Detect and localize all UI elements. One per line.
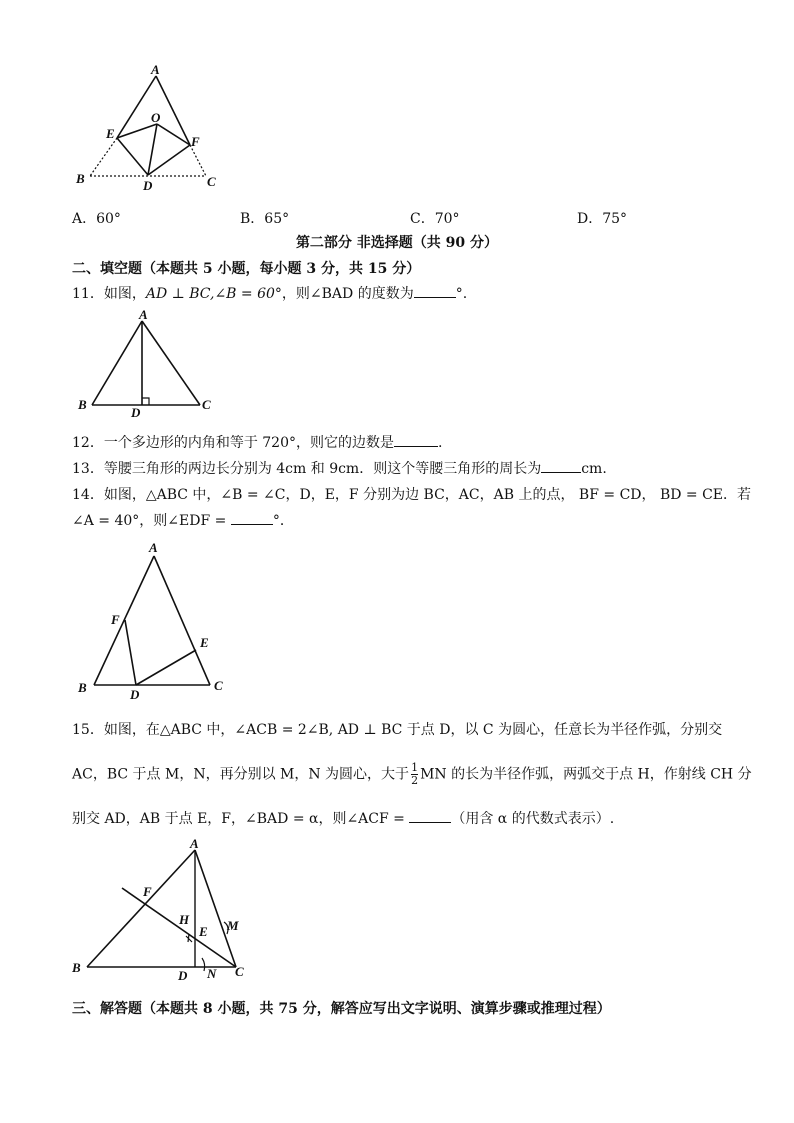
triangle-figure-14 [72,538,242,700]
option-b: B．65° [240,211,290,227]
point-label-f: F [111,612,120,627]
point-label-c: C [202,397,211,412]
q14-answer-blank[interactable] [231,524,273,525]
section2-title: 二、填空题（本题共 5 小题，每小题 3 分，共 15 分） [72,261,421,277]
question-14-line1: 14．如图，△ABC 中，∠B = ∠C，D，E，F 分别为边 BC，AC，AB 上的点， BF = CD， BD = CE．若 [72,487,752,503]
q14-line2-prefix: ∠A = 40°，则∠EDF = [72,513,231,529]
q15-line3-prefix: 别交 AD，AB 于点 E，F，∠BAD = α，则∠ACF = [72,811,410,827]
q15-line2-suffix: MN 的长为半径作弧，两弧交于点 H，作射线 CH 分 [420,766,752,783]
point-label-m: M [227,918,239,933]
point-label-f: F [143,884,152,899]
q13-answer-blank[interactable] [541,472,581,473]
point-label-c: C [235,964,244,979]
option-d: D．75° [577,211,628,227]
option-c: C．70° [410,211,460,227]
q14-line2-suffix: °． [272,513,294,529]
triangle-figure-top [70,62,230,197]
point-label-e: E [106,126,115,141]
triangle-figure-15 [72,838,262,986]
q13-prefix: 13．等腰三角形的两边长分别为 4cm 和 9cm．则这个等腰三角形的周长为 [72,461,542,477]
point-label-o: O [151,110,161,125]
q15-line2-prefix: AC，BC 于点 M，N，再分别以 M，N 为圆心，大于 [72,766,410,783]
question-11 [72,285,467,303]
point-label-e: E [200,635,209,650]
fraction-one-half [411,762,418,787]
point-label-n: N [207,966,217,981]
question-12 [72,434,442,452]
question-15-line1: 15．如图，在△ABC 中，∠ACB = 2∠B, AD ⊥ BC 于点 D，以 C 为圆心，任意长为半径作弧，分别交 [72,722,723,738]
q11-math: AD ⊥ BC,∠B = 60° [145,286,282,302]
point-label-a: A [139,307,148,322]
part2-title: 第二部分 非选择题（共 90 分） [295,235,499,251]
point-label-d: D [131,405,141,420]
q11-answer-blank[interactable] [414,297,456,298]
point-label-b: B [76,171,85,186]
point-label-f: F [191,134,200,149]
point-label-c: C [207,174,216,189]
q15-answer-blank[interactable] [409,822,451,823]
section3-title: 三、解答题（本题共 8 小题，共 75 分，解答应写出文字说明、演算步骤或推理过程） [72,1001,611,1017]
question-15-line3 [72,810,614,828]
point-label-a: A [149,540,158,555]
point-label-h: H [179,912,190,927]
fraction-denominator: 2 [411,774,419,787]
point-label-b: B [78,397,87,412]
q12-answer-blank[interactable] [394,446,438,447]
point-label-e: E [199,924,208,939]
q15-line3-suffix: （用含 α 的代数式表示）. [451,811,615,827]
point-label-d: D [178,968,188,983]
q13-suffix: cm. [581,461,607,477]
point-label-d: D [143,178,153,193]
q11-prefix: 11．如图， [72,286,146,302]
question-15-line2 [72,762,752,787]
question-13 [72,460,607,478]
point-label-d: D [130,687,140,700]
question-14-line2 [72,512,294,530]
point-label-b: B [78,680,87,695]
q12-suffix: . [438,435,443,451]
point-label-c: C [214,678,223,693]
fraction-numerator: 1 [411,761,419,774]
option-a: A．60° [72,211,121,227]
point-label-b: B [72,960,81,975]
q11-mid: ，则∠BAD 的度数为 [281,286,414,302]
point-label-a: A [151,62,160,77]
q11-suffix: °. [455,286,468,302]
q12-prefix: 12．一个多边形的内角和等于 720°，则它的边数是 [72,435,394,451]
point-label-a: A [190,838,199,851]
triangle-figure-11 [72,305,222,420]
